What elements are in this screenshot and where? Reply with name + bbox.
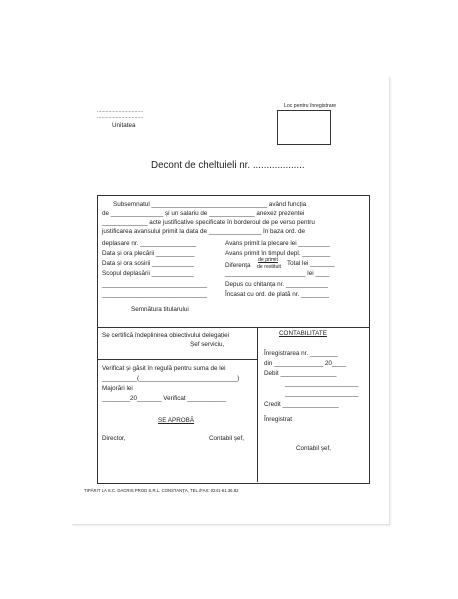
right-line-2: Avans primit în timpul depl. ________ [225,250,331,257]
right-line-3-prefix: Diferența [225,262,251,269]
divider-left-section [97,359,257,360]
registration-number: Înregistrarea nr. ________ [264,350,338,357]
unit-dots-1: ................................ [97,108,144,114]
blank-line-1: _____________________ [285,380,359,387]
right-line-6: Încasat cu ord. de plată nr. ________ [225,291,329,298]
credit-line: Credit ________________ [264,401,339,408]
right-line-1: Avans primit la plecare lei _________ [225,240,330,247]
stamp-label: Loc pentru înregistrare [284,103,337,109]
printer-footer: TIPĂRIT LA S.C. DACRIS PROD S.R.L. CONSTANȚA, TEL./FAX: 0241-61.36.82 [84,488,239,493]
body-line-4: justificarea avansului primit la data de _______________ în baza ord. de [102,228,306,235]
accountant-left-label: Contabil șef, [209,435,245,442]
left-line-2: Data și ora plecării ___________ [102,250,195,257]
registered-label: Înregistrat [264,416,292,423]
right-line-3-suffix: Total lei _______ [287,260,335,267]
verify-line-2: __________(____________________________) [102,375,240,382]
verify-line-1: Verificat și găsit în regulă pentru suma de lei [102,365,226,372]
divider-horizontal [97,327,369,328]
chief-accountant-label: Contabil șef, [296,445,332,452]
left-line-4: Scopul deplasării ____________ [102,270,194,277]
registration-date: din ______________ 20____ [264,360,346,367]
verify-line-4: ________20_______ Verificat ___________ [102,395,226,402]
left-line-5: ______________________________ [102,281,208,288]
left-line-1: deplasare nr. ________________ [102,240,197,247]
left-line-3: Data și ora sosirii ____________ [102,260,195,267]
unit-label: Unitatea [112,122,136,129]
left-line-6: ______________________________ [102,291,208,298]
director-label: Director, [102,435,126,442]
registration-stamp-box [277,110,331,145]
right-line-3-a: de primit [258,257,278,263]
signature-label: Semnătura titularului [131,306,189,313]
approve-label: SE APROBĂ [158,417,195,424]
body-line-1: Subsemnatul _________________________________ având funcția [113,201,307,208]
form-sheet [72,77,390,525]
verify-line-3: Majorări lei [102,385,133,392]
divider-vertical [257,327,258,482]
debit-line: Debit ________________ [264,370,337,377]
accounting-heading: CONTABILITATE [279,330,327,337]
blank-line-2: _____________________ [285,390,359,397]
right-line-5: Depus cu chitanța nr. ____________ [225,281,328,288]
body-line-3: _____________ acte justificative specificate în borderoul de pe verso pentru [102,219,315,226]
unit-dots-2: ................................ [97,114,144,120]
right-line-3-b: de restituit [257,264,281,270]
right-line-4: _______________________ lei ____ [225,270,330,277]
body-line-2: de _______________ și un salariu de _____________ anexez prezentei [102,210,305,217]
certify-line-1: Se certifică îndeplinirea obiectivului delegației [102,332,230,339]
page-title: Decont de cheltuieli nr. ................... [151,160,305,171]
certify-line-2: Șef serviciu, [190,341,225,348]
